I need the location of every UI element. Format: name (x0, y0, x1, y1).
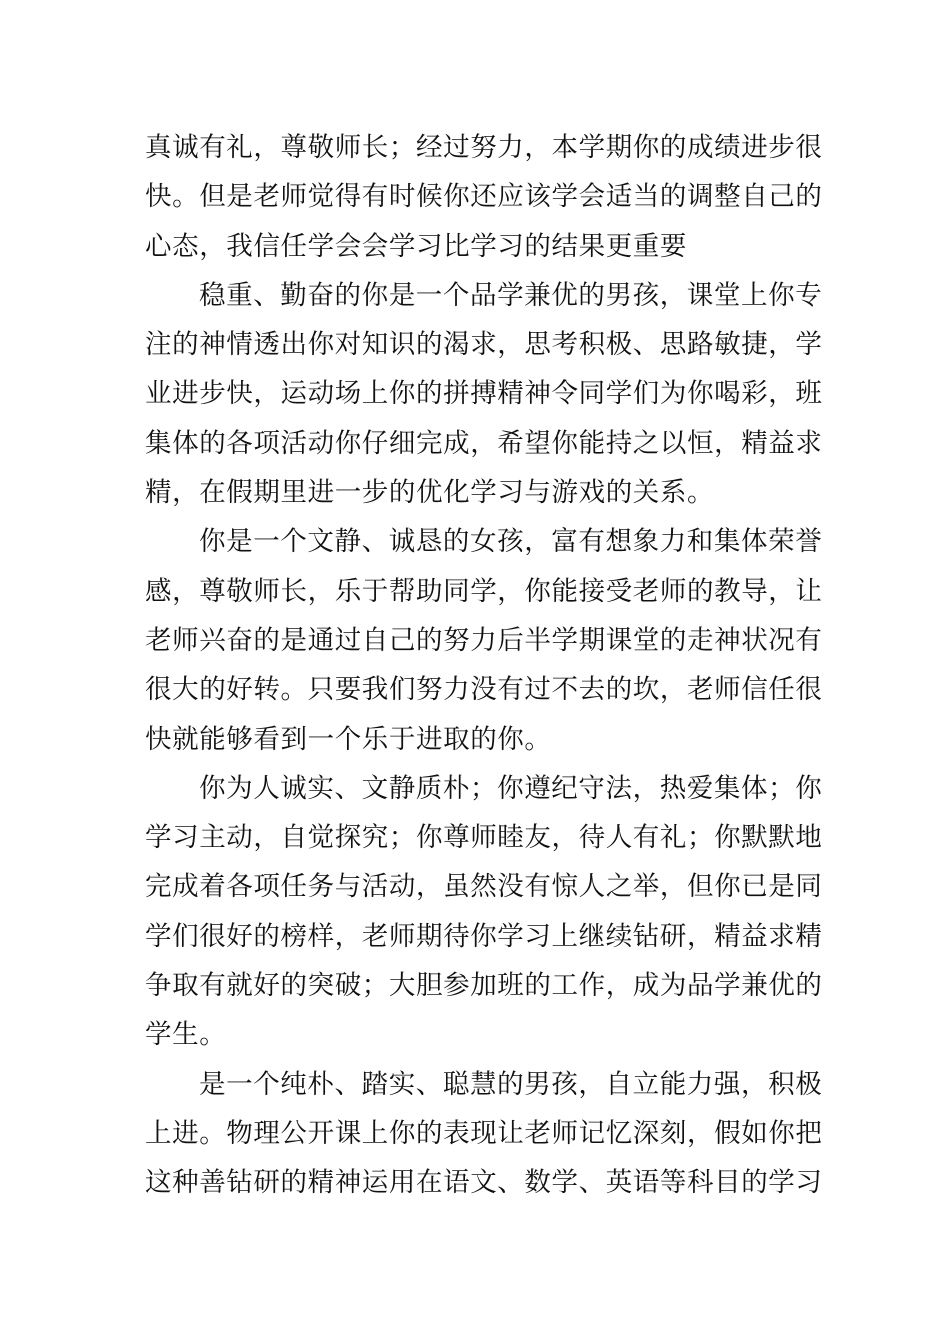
text-line: 感，尊敬师长，乐于帮助同学，你能接受老师的教导，让 (145, 575, 823, 607)
text-line: 很大的好转。只要我们努力没有过不去的坎，老师信任很 (145, 674, 823, 706)
paragraph-first-line: 稳重、勤奋的你是一个品学兼优的男孩，课堂上你专 (199, 279, 823, 311)
text-line: 老师兴奋的是通过自己的努力后半学期课堂的走神状况有 (145, 624, 823, 656)
text-line: 精，在假期里进一步的优化学习与游戏的关系。 (145, 477, 715, 509)
text-line: 快就能够看到一个乐于进取的你。 (145, 723, 552, 755)
paragraph-first-line: 是一个纯朴、踏实、聪慧的男孩，自立能力强，积极 (199, 1068, 823, 1100)
document-body (145, 123, 823, 1208)
text-line: 注的神情透出你对知识的渴求，思考积极、思路敏捷，学 (145, 329, 823, 361)
text-line: 学习主动，自觉探究；你尊师睦友，待人有礼；你默默地 (145, 822, 823, 854)
text-line: 快。但是老师觉得有时候你还应该学会适当的调整自己的 (145, 181, 823, 213)
text-line: 这种善钻研的精神运用在语文、数学、英语等科目的学习 (145, 1167, 823, 1199)
paragraph-first-line: 你为人诚实、文静质朴；你遵纪守法，热爱集体；你 (199, 772, 823, 804)
text-line: 集体的各项活动你仔细完成，希望你能持之以恒，精益求 (145, 427, 823, 459)
text-line: 争取有就好的突破；大胆参加班的工作，成为品学兼优的 (145, 970, 823, 1002)
text-line: 学们很好的榜样，老师期待你学习上继续钻研，精益求精 (145, 920, 823, 952)
text-line: 学生。 (145, 1019, 227, 1051)
text-line: 上进。物理公开课上你的表现让老师记忆深刻，假如你把 (145, 1117, 823, 1149)
text-line: 真诚有礼，尊敬师长；经过努力，本学期你的成绩进步很 (145, 132, 823, 163)
text-line: 业进步快，运动场上你的拼搏精神令同学们为你喝彩，班 (145, 378, 823, 410)
text-line: 完成着各项任务与活动，虽然没有惊人之举，但你已是同 (145, 871, 823, 903)
text-line: 心态，我信任学会会学习比学习的结果更重要 (145, 230, 687, 262)
paragraph-first-line: 你是一个文静、诚恳的女孩，富有想象力和集体荣誉 (199, 526, 823, 558)
